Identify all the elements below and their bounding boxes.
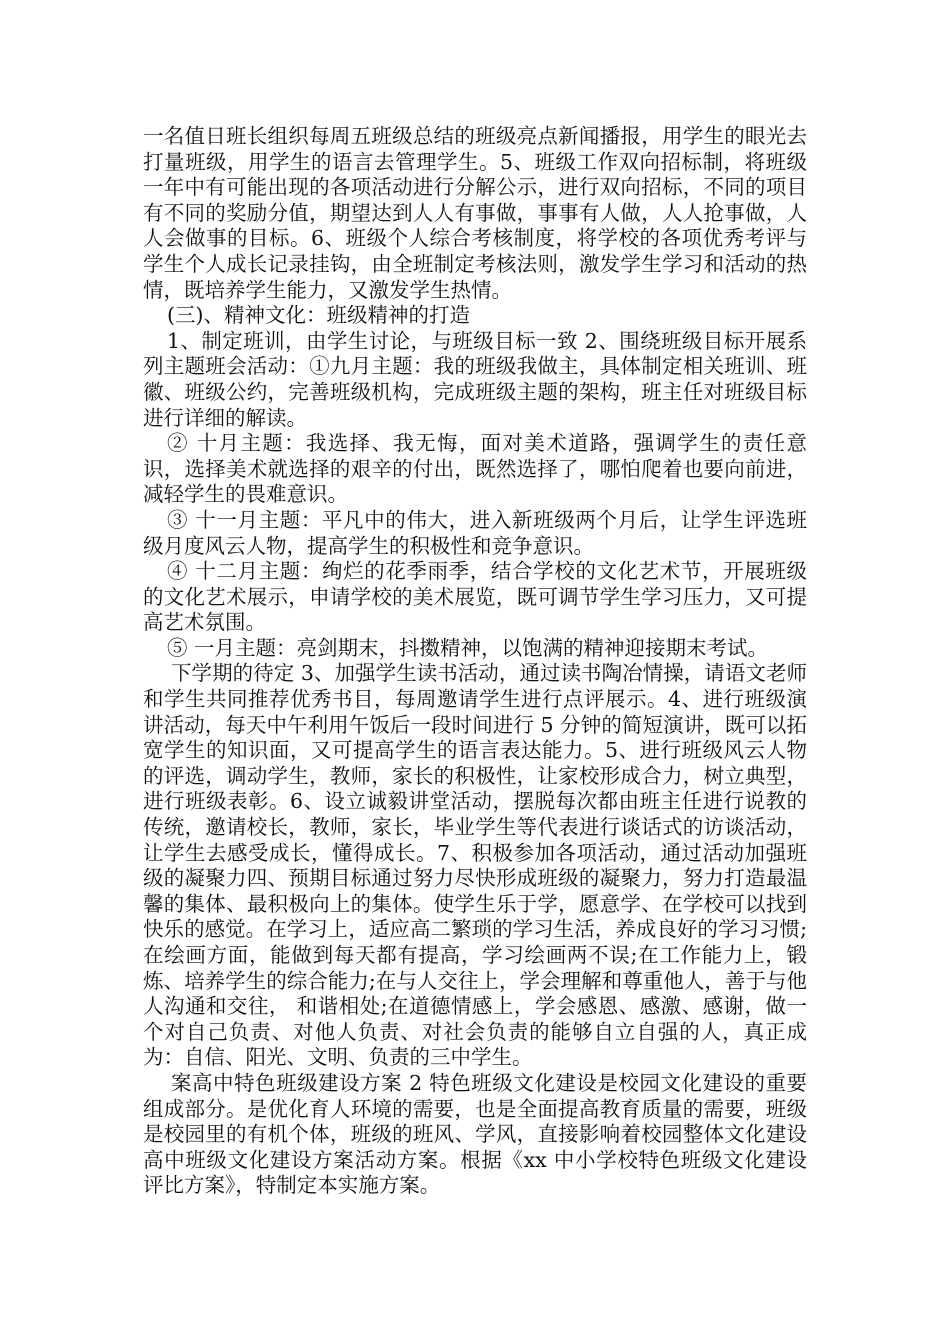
paragraph-january-theme: ⑤ 一月主题：亮剑期末，抖擞精神，以饱满的精神迎接期末考试。	[167, 635, 769, 660]
paragraph-november-theme: ③ 十一月主题：平凡中的伟大，进入新班级两个月后，让学生评选班级月度风云人物，提高学生的积极性和竞争意识。	[143, 507, 807, 558]
paragraph-december-theme: ④ 十二月主题：绚烂的花季雨季，结合学校的文化艺术节，开展班级的文化艺术展示，申请学校的美术展览，既可调节学生学习压力，又可提高艺术氛围。	[143, 559, 807, 635]
document-body	[143, 124, 807, 1199]
paragraph-october-theme: ② 十月主题：我选择、我无悔，面对美术道路，强调学生的责任意识，选择美术就选择的艰辛的付出，既然选择了，哪怕爬着也要向前进，减轻学生的畏难意识。	[143, 431, 807, 507]
paragraph-next-semester: 下学期的待定 3、加强学生读书活动，通过读书陶冶情操，请语文老师和学生共同推荐优秀书目，每周邀请学生进行点评展示。4、进行班级演讲活动，每天中午利用午饭后一段时间进行 5 分钟的简短演讲，既可以拓宽学生的知识面，又可提高学生的语言表达能力。5、进行班级风云人物的评选，调动学生，教师，家长的积极性，让家校形成合力，树立典型，进行班级表彰。6、设立诚毅讲堂活动，摆脱每次都由班主任进行说教的传统，邀请校长，教师，家长，毕业学生等代表进行谈话式的访谈活动，让学生去感受成长，懂得成长。7、积极参加各项活动，通过活动加强班级的凝聚力四、预期目标通过努力尽快形成班级的凝聚力，努力打造最温馨的集体、最积极向上的集体。使学生乐于学，愿意学、在学校可以找到快乐的感觉。在学习上，适应高二繁琐的学习生活，养成良好的学习习惯;在绘画方面，能做到每天都有提高，学习绘画两不误;在工作能力上，锻炼、培养学生的综合能力;在与人交往上，学会理解和尊重他人，善于与他人沟通和交往， 和谐相处;在道德情感上，学会感恩、感激、感谢，做一个对自己负责、对他人负责、对社会负责的能够自立自强的人，真正成为：自信、阳光、文明、负责的三中学生。	[143, 661, 807, 1070]
paragraph-class-motto: 1、制定班训，由学生讨论，与班级目标一致 2、围绕班级目标开展系列主题班会活动：①九月主题：我的班级我做主，具体制定相关班训、班徽、班级公约，完善班级机构，完成班级主题的架构，班主任对班级目标进行详细的解读。	[143, 328, 807, 430]
section-heading-spirit-culture: (三)、精神文化：班级精神的打造	[167, 303, 470, 328]
paragraph-class-management: 一名值日班长组织每周五班级总结的班级亮点新闻播报，用学生的眼光去打量班级，用学生的语言去管理学生。5、班级工作双向招标制，将班级一年中有可能出现的各项活动进行分解公示，进行双向招标，不同的项目有不同的奖励分值，期望达到人人有事做，事事有人做，人人抢事做，人人会做事的目标。6、班级个人综合考核制度，将学校的各项优秀考评与学生个人成长记录挂钩，由全班制定考核法则，激发学生学习和活动的热情，既培养学生能力，又激发学生热情。	[143, 124, 807, 302]
paragraph-plan-two-intro: 案高中特色班级建设方案 2 特色班级文化建设是校园文化建设的重要组成部分。是优化育人环境的需要，也是全面提高教育质量的需要，班级是校园里的有机个体，班级的班风、学风，直接影响着校园整体文化建设高中班级文化建设方案活动方案。根据《xx 中小学校特色班级文化建设评比方案》，特制定本实施方案。	[143, 1070, 807, 1198]
